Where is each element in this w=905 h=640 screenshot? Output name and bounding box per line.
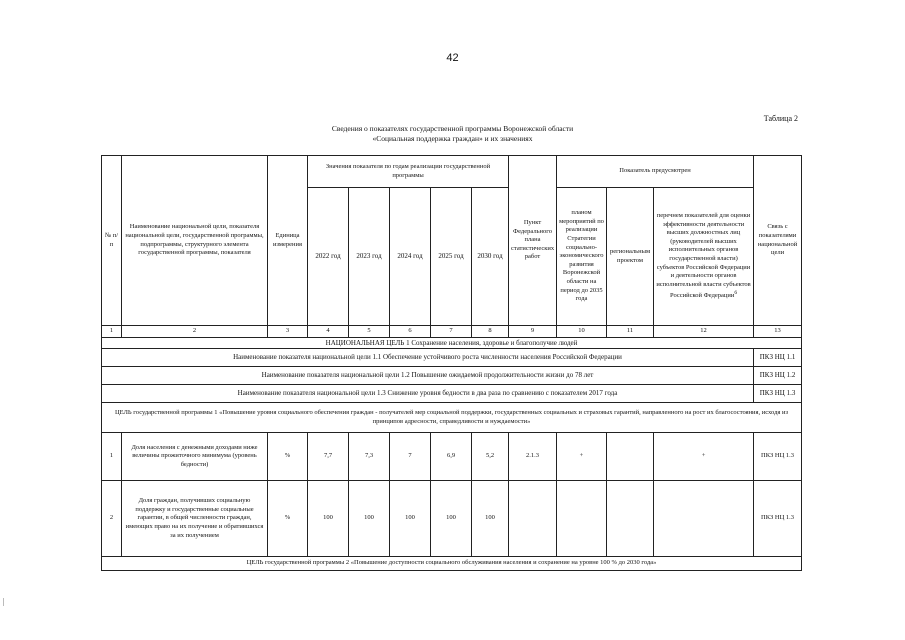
row-federal-plan: 2.1.3 (509, 433, 557, 481)
column-number: 7 (431, 326, 472, 338)
table-label: Таблица 2 (763, 114, 798, 123)
column-number: 6 (390, 326, 431, 338)
row-value-2023: 100 (349, 481, 390, 557)
row-value-2030: 5,2 (472, 433, 509, 481)
header-provided-group: Показатель предусмотрен (557, 156, 754, 188)
column-number: 5 (349, 326, 390, 338)
row-num: 1 (102, 433, 122, 481)
row-federal-plan (509, 481, 557, 557)
header-year-2022: 2022 год (308, 188, 349, 326)
column-number-row (102, 326, 802, 338)
row-link: ПКЗ НЦ 1.3 (754, 433, 802, 481)
header-year-2023: 2023 год (349, 188, 390, 326)
national-goal: НАЦИОНАЛЬНАЯ ЦЕЛЬ 1 Сохранение населения, здоровье и благополучие людей (102, 337, 802, 349)
indicators-table (101, 155, 802, 571)
national-indicator-text: Наименование показателя национальной цели 1.1 Обеспечение устойчивого роста численности населения Российской Федерации (102, 349, 754, 367)
header-federal-plan: Пункт Федерального плана статистических работ (509, 156, 557, 326)
program-goal-row (102, 557, 802, 571)
column-number: 9 (509, 326, 557, 338)
table-row (102, 481, 802, 557)
column-number: 10 (557, 326, 607, 338)
national-goal-row (102, 337, 802, 349)
row-plan-measures (557, 481, 607, 557)
row-name: Доля населения с денежными доходами ниже величины прожиточного минимума (уровень бедности) (122, 433, 268, 481)
table-row (102, 433, 802, 481)
row-unit: % (268, 433, 308, 481)
header-plan-measures: планом мероприятий по реализации Стратегии социально-экономического развития Воронежской области на период до 2035 года (557, 188, 607, 326)
national-indicator-row (102, 349, 802, 367)
column-number: 8 (472, 326, 509, 338)
program-goal-1: ЦЕЛЬ государственной программы 1 «Повышение уровня социального обеспечения граждан - получателей мер социальной поддержки, государственных социальных и страховых гарантий, направленного на рост их благосостояния, исходя из принципов адресности, справедливости и нуждаемости» (102, 403, 802, 433)
header-year-2024: 2024 год (390, 188, 431, 326)
header-year-2025: 2025 год (431, 188, 472, 326)
header-name: Наименование национальной цели, показателя национальной цели, государственной программы, подпрограммы, структурного элемента государственной программы, показателя (122, 156, 268, 326)
row-link: ПКЗ НЦ 1.3 (754, 481, 802, 557)
row-regional-project (607, 481, 654, 557)
row-value-2025: 100 (431, 481, 472, 557)
document-title (0, 124, 905, 144)
row-value-2022: 7,7 (308, 433, 349, 481)
row-unit: % (268, 481, 308, 557)
row-plan-measures: + (557, 433, 607, 481)
row-value-2024: 7 (390, 433, 431, 481)
scan-margin-mark (3, 598, 6, 606)
row-value-2022: 100 (308, 481, 349, 557)
column-number: 13 (754, 326, 802, 338)
row-value-2024: 100 (390, 481, 431, 557)
header-unit: Единица измерения (268, 156, 308, 326)
national-indicator-code: ПКЗ НЦ 1.1 (754, 349, 802, 367)
column-number: 1 (102, 326, 122, 338)
header-year-2030: 2030 год (472, 188, 509, 326)
program-goal-2: ЦЕЛЬ государственной программы 2 «Повышение доступности социального обслуживания населения и сохранение на уровне 100 % до 2030 года» (102, 557, 802, 571)
row-num: 2 (102, 481, 122, 557)
column-number: 12 (654, 326, 754, 338)
column-number: 11 (607, 326, 654, 338)
column-number: 2 (122, 326, 268, 338)
national-indicator-row (102, 367, 802, 385)
header-regional-project: региональным проектом (607, 188, 654, 326)
row-value-2030: 100 (472, 481, 509, 557)
row-name: Доля граждан, получивших социальную поддержку и государственные социальные гарантии, в общей численности граждан, имеющих право на их получение и обратившихся за их получением (122, 481, 268, 557)
title-line-2: «Социальная поддержка граждан» и их значениях (372, 134, 533, 143)
row-value-2025: 6,9 (431, 433, 472, 481)
eval-footnote: 6 (734, 290, 738, 297)
header-link: Связь с показателями национальной цели (754, 156, 802, 326)
page-number: 42 (446, 52, 459, 64)
national-indicator-text: Наименование показателя национальной цели 1.3 Снижение уровня бедности в два раза по сравнению с показателем 2017 года (102, 385, 754, 403)
header-values-group: Значения показателя по годам реализации государственной программы (308, 156, 509, 188)
header-eval-list (654, 188, 754, 326)
column-number: 4 (308, 326, 349, 338)
national-indicator-row (102, 385, 802, 403)
row-regional-project (607, 433, 654, 481)
row-value-2023: 7,3 (349, 433, 390, 481)
row-eval-list (654, 481, 754, 557)
eval-list-text: перечнем показателей для оценки эффективности деятельности высших должностных лиц (руководителей высших исполнительных органов государственной власти) субъектов Российской Федерации и деятельности органов исполнительной власти субъектов Российской Федерации (656, 211, 751, 300)
national-indicator-code: ПКЗ НЦ 1.2 (754, 367, 802, 385)
title-line-1: Сведения о показателях государственной программы Воронежской области (331, 124, 574, 133)
row-eval-list: + (654, 433, 754, 481)
column-number: 3 (268, 326, 308, 338)
national-indicator-code: ПКЗ НЦ 1.3 (754, 385, 802, 403)
header-num: № п/п (102, 156, 122, 326)
national-indicator-text: Наименование показателя национальной цели 1.2 Повышение ожидаемой продолжительности жизни до 78 лет (102, 367, 754, 385)
program-goal-row (102, 403, 802, 433)
